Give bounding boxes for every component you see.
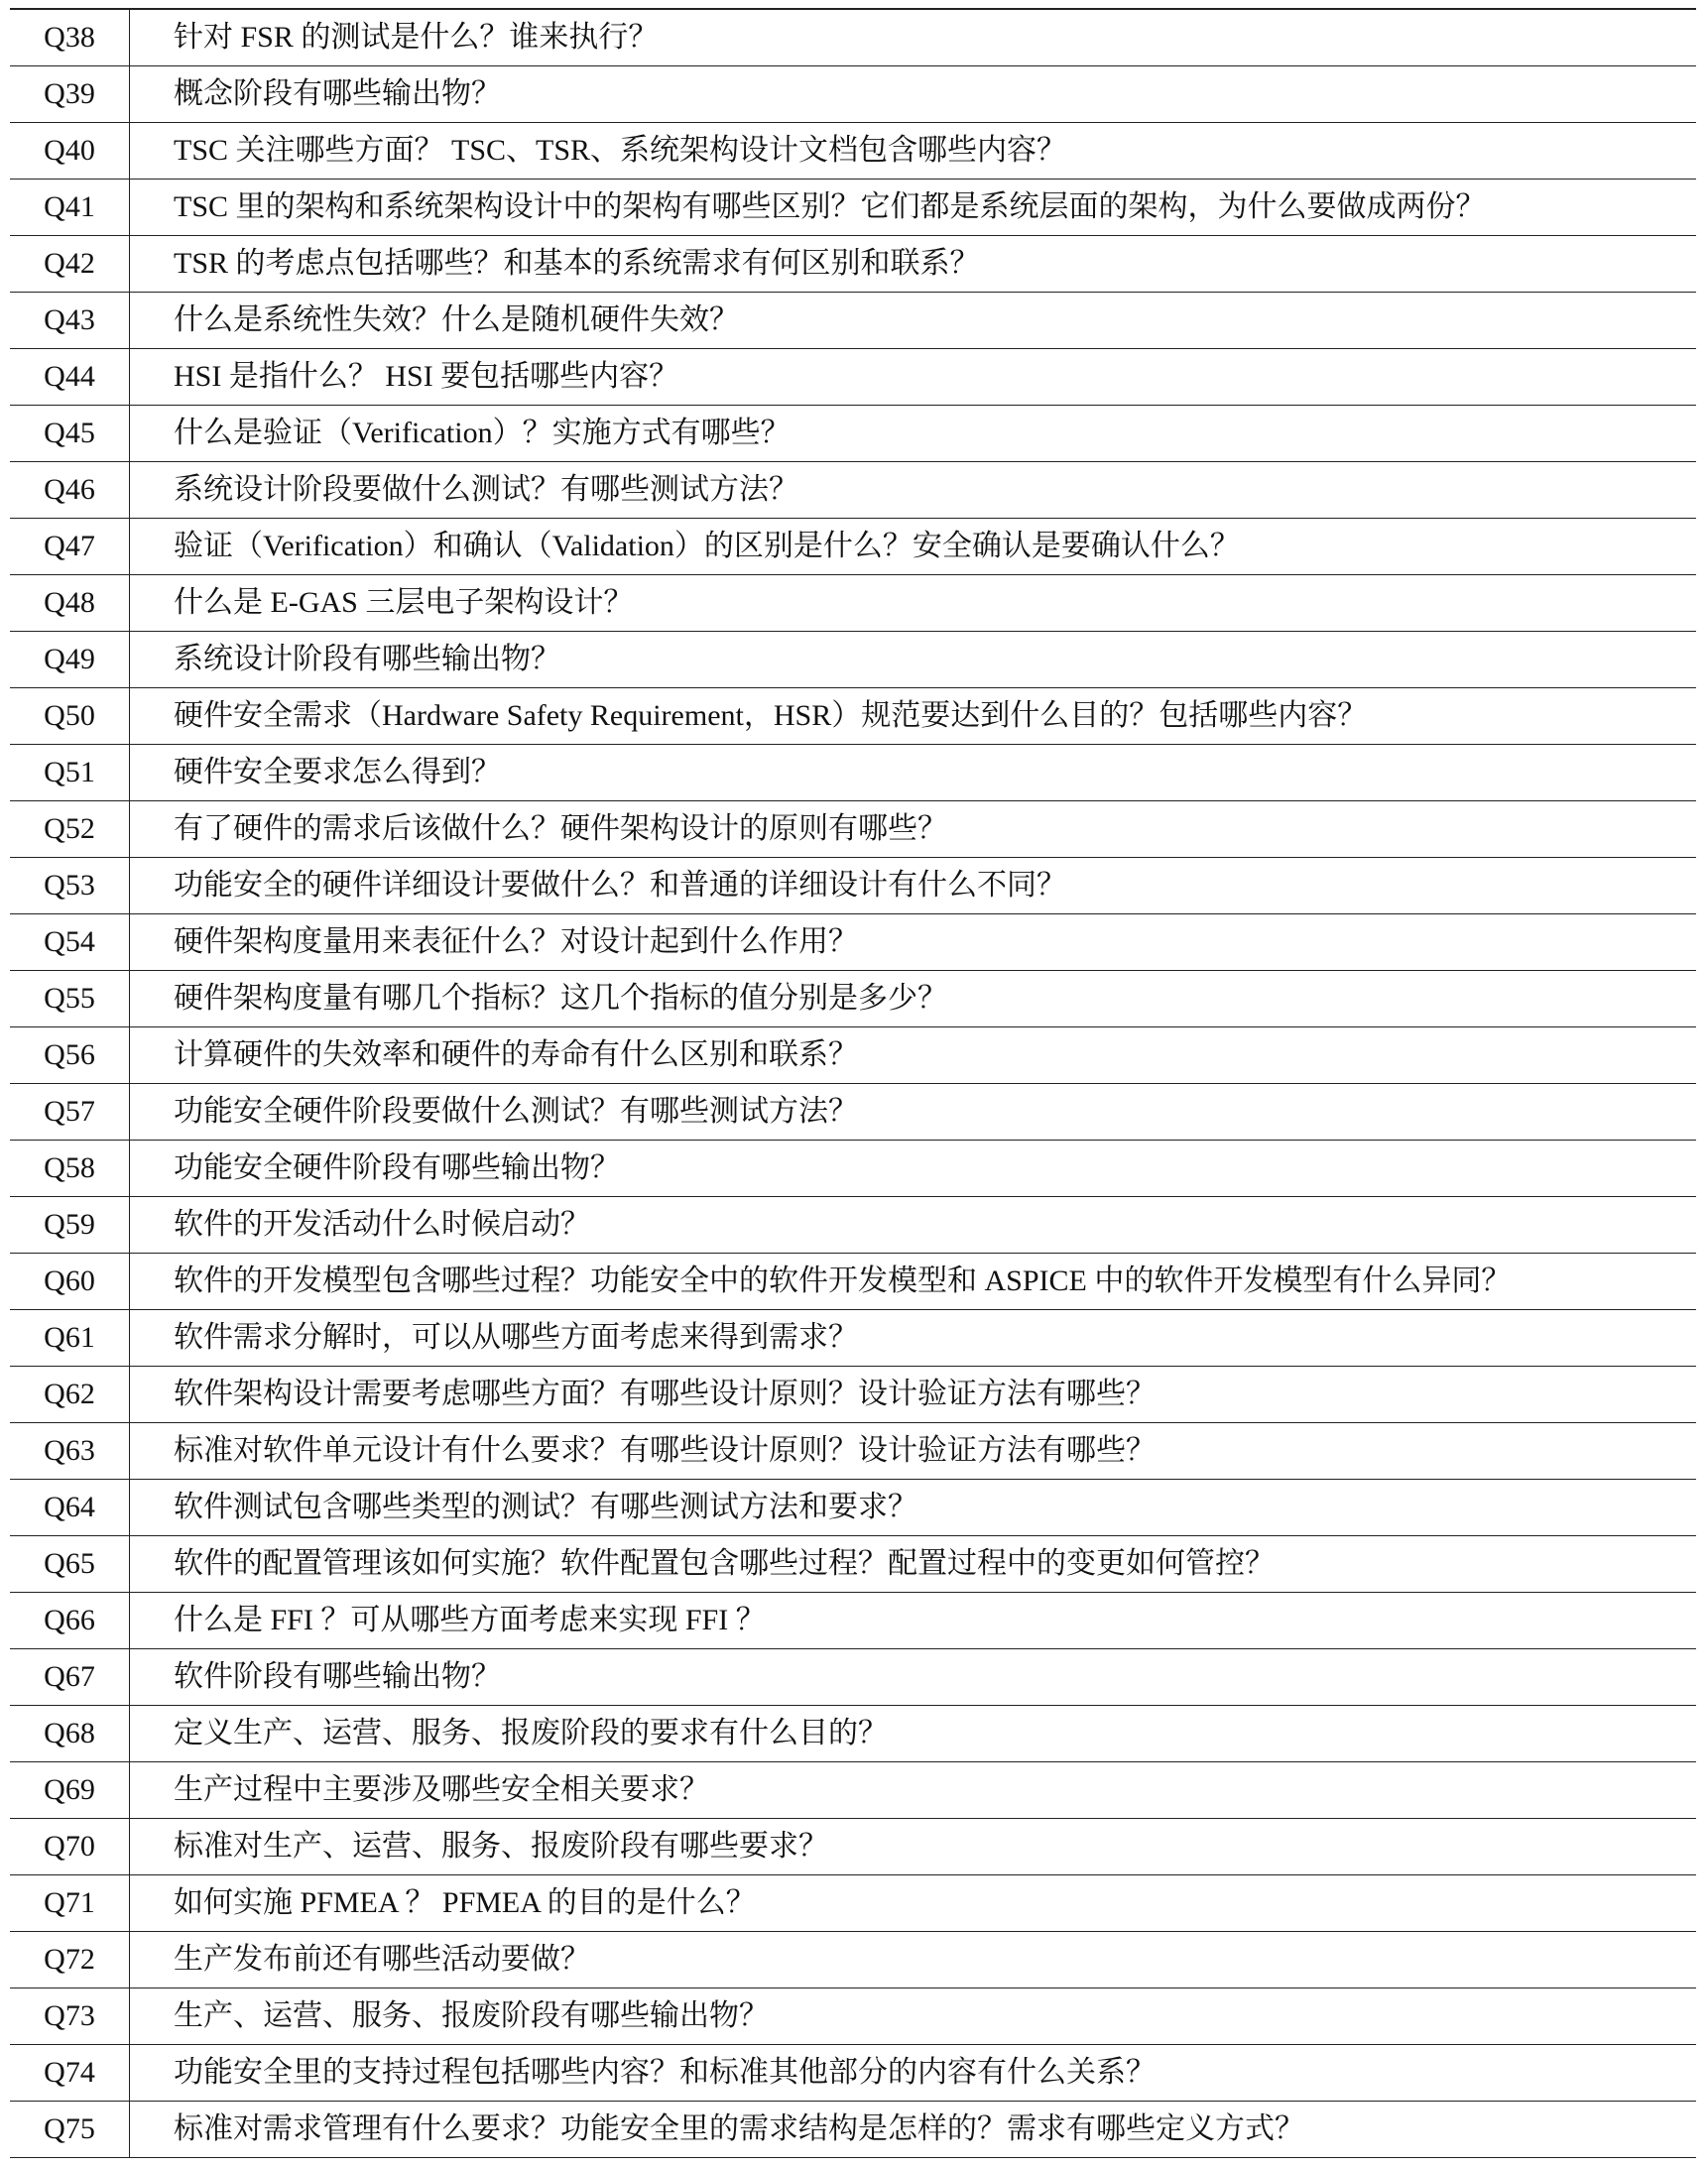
question-number: Q41 [10,180,130,236]
table-row [10,801,1696,858]
question-number: Q62 [10,1367,130,1423]
table-row [10,1480,1696,1536]
table-row [10,1367,1696,1423]
question-text: 有了硬件的需求后该做什么？硬件架构设计的原则有哪些？ [130,801,1697,858]
question-number: Q38 [10,9,130,66]
table-row [10,2045,1696,2102]
question-text: 硬件安全要求怎么得到？ [130,745,1697,801]
table-row [10,180,1696,236]
question-text: 软件的开发活动什么时候启动？ [130,1197,1697,1254]
table-row [10,914,1696,971]
table-row [10,2102,1696,2158]
question-number: Q55 [10,971,130,1027]
question-number: Q70 [10,1819,130,1875]
question-number: Q59 [10,1197,130,1254]
question-text: 硬件架构度量用来表征什么？对设计起到什么作用？ [130,914,1697,971]
question-text: 软件测试包含哪些类型的测试？有哪些测试方法和要求？ [130,1480,1697,1536]
question-number: Q57 [10,1084,130,1141]
question-number: Q64 [10,1480,130,1536]
question-number: Q67 [10,1649,130,1706]
question-table-body [10,9,1696,2158]
question-number: Q73 [10,1988,130,2045]
table-row [10,462,1696,519]
question-text: TSC 里的架构和系统架构设计中的架构有哪些区别？它们都是系统层面的架构，为什么要做成两份？ [130,180,1697,236]
question-text: 软件阶段有哪些输出物？ [130,1649,1697,1706]
question-text: 硬件安全需求（Hardware Safety Requirement，HSR）规范要达到什么目的？包括哪些内容？ [130,688,1697,745]
question-number: Q52 [10,801,130,858]
table-row [10,858,1696,914]
table-row [10,1706,1696,1762]
question-table-container [10,8,1696,2158]
question-number: Q75 [10,2102,130,2158]
question-text: 什么是系统性失效？什么是随机硬件失效？ [130,293,1697,349]
table-row [10,1027,1696,1084]
question-number: Q51 [10,745,130,801]
question-text: 如何实施 PFMEA ？ PFMEA 的目的是什么？ [130,1875,1697,1932]
question-number: Q44 [10,349,130,406]
question-number: Q45 [10,406,130,462]
table-row [10,293,1696,349]
question-number: Q50 [10,688,130,745]
question-number: Q53 [10,858,130,914]
table-row [10,349,1696,406]
question-number: Q74 [10,2045,130,2102]
question-text: 功能安全里的支持过程包括哪些内容？和标准其他部分的内容有什么关系？ [130,2045,1697,2102]
table-row [10,1310,1696,1367]
table-row [10,406,1696,462]
question-number: Q56 [10,1027,130,1084]
question-text: 概念阶段有哪些输出物？ [130,66,1697,123]
question-number: Q43 [10,293,130,349]
table-row [10,688,1696,745]
table-row [10,1423,1696,1480]
question-text: 验证（Verification）和确认（Validation）的区别是什么？安全确认是要确认什么？ [130,519,1697,575]
table-row [10,1875,1696,1932]
question-text: 什么是验证（Verification）？实施方式有哪些？ [130,406,1697,462]
question-text: 定义生产、运营、服务、报废阶段的要求有什么目的？ [130,1706,1697,1762]
question-text: 标准对需求管理有什么要求？功能安全里的需求结构是怎样的？需求有哪些定义方式？ [130,2102,1697,2158]
question-number: Q39 [10,66,130,123]
question-text: 标准对生产、运营、服务、报废阶段有哪些要求？ [130,1819,1697,1875]
table-row [10,1819,1696,1875]
question-number: Q68 [10,1706,130,1762]
question-text: 系统设计阶段要做什么测试？有哪些测试方法？ [130,462,1697,519]
table-row [10,632,1696,688]
question-number: Q40 [10,123,130,180]
table-row [10,1084,1696,1141]
question-number: Q42 [10,236,130,293]
question-number: Q65 [10,1536,130,1593]
question-number: Q72 [10,1932,130,1988]
table-row [10,1197,1696,1254]
question-number: Q58 [10,1141,130,1197]
question-number: Q46 [10,462,130,519]
question-text: 软件的开发模型包含哪些过程？功能安全中的软件开发模型和 ASPICE 中的软件开发模型有什么异同？ [130,1254,1697,1310]
question-text: 生产过程中主要涉及哪些安全相关要求？ [130,1762,1697,1819]
question-number: Q54 [10,914,130,971]
table-row [10,123,1696,180]
question-text: 什么是 E-GAS 三层电子架构设计？ [130,575,1697,632]
question-text: 生产、运营、服务、报废阶段有哪些输出物？ [130,1988,1697,2045]
table-row [10,519,1696,575]
question-number: Q61 [10,1310,130,1367]
table-row [10,1536,1696,1593]
question-text: 功能安全硬件阶段要做什么测试？有哪些测试方法？ [130,1084,1697,1141]
table-row [10,66,1696,123]
question-text: HSI 是指什么？ HSI 要包括哪些内容？ [130,349,1697,406]
question-text: 软件需求分解时，可以从哪些方面考虑来得到需求？ [130,1310,1697,1367]
question-text: 生产发布前还有哪些活动要做？ [130,1932,1697,1988]
table-row [10,745,1696,801]
question-text: 软件架构设计需要考虑哪些方面？有哪些设计原则？设计验证方法有哪些？ [130,1367,1697,1423]
question-text: 功能安全的硬件详细设计要做什么？和普通的详细设计有什么不同？ [130,858,1697,914]
question-text: 什么是 FFI ？可从哪些方面考虑来实现 FFI ？ [130,1593,1697,1649]
table-row [10,236,1696,293]
question-number: Q49 [10,632,130,688]
question-text: 功能安全硬件阶段有哪些输出物？ [130,1141,1697,1197]
question-number: Q48 [10,575,130,632]
question-text: TSC 关注哪些方面？ TSC、TSR、系统架构设计文档包含哪些内容？ [130,123,1697,180]
table-row [10,9,1696,66]
table-row [10,1649,1696,1706]
question-number: Q66 [10,1593,130,1649]
question-number: Q60 [10,1254,130,1310]
question-text: 针对 FSR 的测试是什么？谁来执行？ [130,9,1697,66]
table-row [10,1932,1696,1988]
question-text: 标准对软件单元设计有什么要求？有哪些设计原则？设计验证方法有哪些？ [130,1423,1697,1480]
question-text: 软件的配置管理该如何实施？软件配置包含哪些过程？配置过程中的变更如何管控？ [130,1536,1697,1593]
table-row [10,1593,1696,1649]
table-row [10,1141,1696,1197]
table-row [10,971,1696,1027]
table-row [10,1988,1696,2045]
question-text: TSR 的考虑点包括哪些？和基本的系统需求有何区别和联系？ [130,236,1697,293]
table-row [10,575,1696,632]
question-table [10,8,1696,2158]
question-number: Q69 [10,1762,130,1819]
question-number: Q71 [10,1875,130,1932]
question-text: 计算硬件的失效率和硬件的寿命有什么区别和联系？ [130,1027,1697,1084]
question-text: 硬件架构度量有哪几个指标？这几个指标的值分别是多少？ [130,971,1697,1027]
table-row [10,1254,1696,1310]
question-number: Q63 [10,1423,130,1480]
question-number: Q47 [10,519,130,575]
table-row [10,1762,1696,1819]
question-text: 系统设计阶段有哪些输出物？ [130,632,1697,688]
